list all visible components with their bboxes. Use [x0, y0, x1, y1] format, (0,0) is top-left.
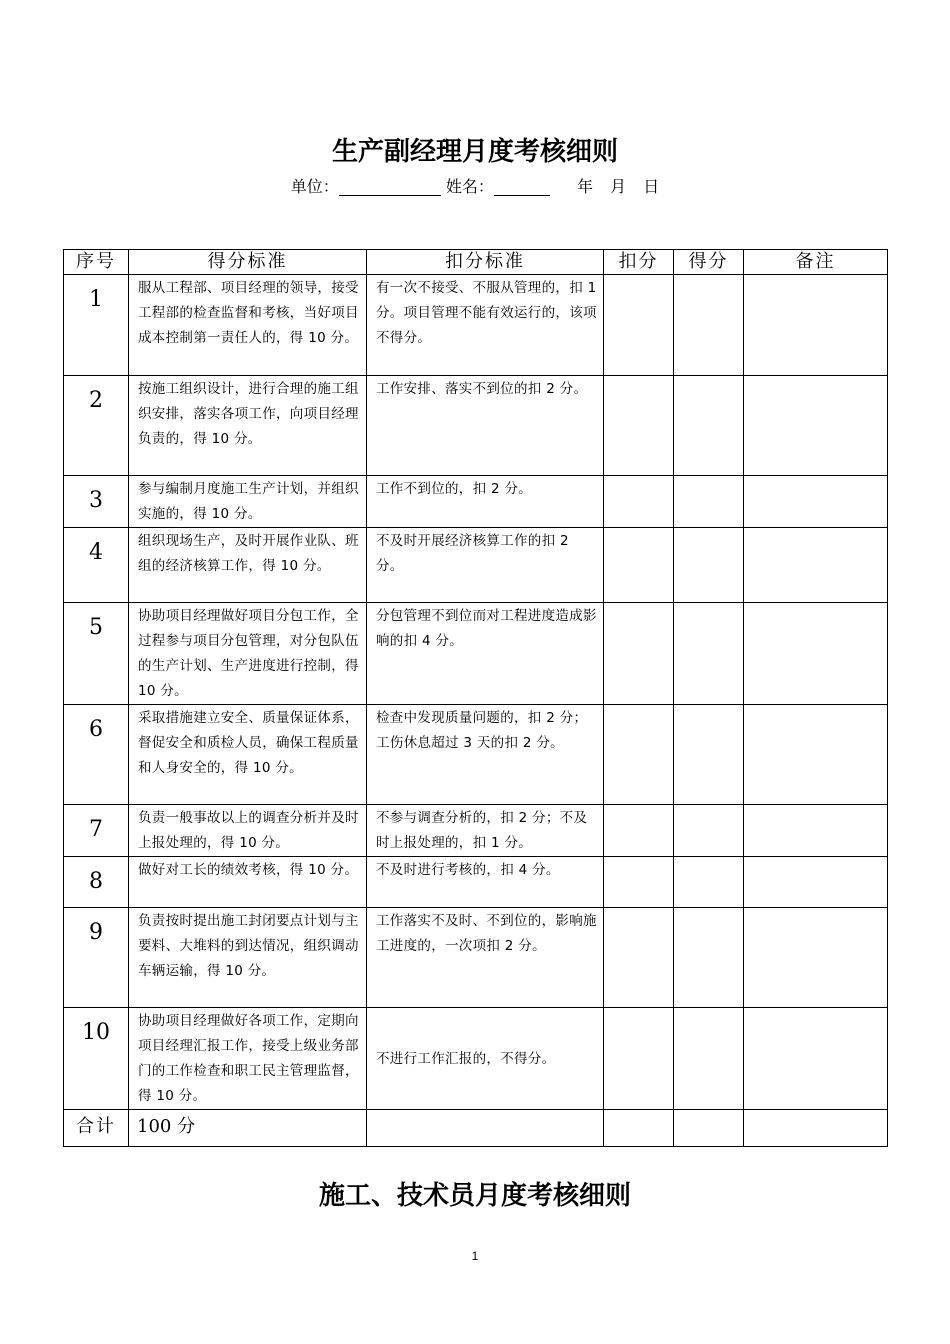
deduct-cell[interactable]: [604, 275, 674, 376]
score-cell[interactable]: [674, 528, 744, 603]
total-deduct-standard-cell[interactable]: [367, 1110, 604, 1147]
deduct-standard-cell: 有一次不接受、不服从管理的，扣 1 分。项目管理不能有效运行的，该项不得分。: [367, 275, 604, 376]
deduct-standard-cell: 不参与调查分析的，扣 2 分；不及时上报处理的，扣 1 分。: [367, 805, 604, 857]
total-deduct-cell[interactable]: [604, 1110, 674, 1147]
deduct-cell[interactable]: [604, 603, 674, 705]
row-number: 9: [64, 908, 129, 1008]
deduct-standard-cell: 检查中发现质量问题的，扣 2 分；工伤休息超过 3 天的扣 2 分。: [367, 705, 604, 805]
header-score-standard: 得分标准: [129, 250, 367, 275]
total-row: [64, 1110, 888, 1147]
year-label: 年: [576, 177, 593, 196]
score-cell[interactable]: [674, 603, 744, 705]
next-section-title: 施工、技术员月度考核细则: [318, 1181, 631, 1211]
page-title: 生产副经理月度考核细则: [331, 137, 618, 167]
score-standard-cell: 组织现场生产，及时开展作业队、班组的经济核算工作，得 10 分。: [129, 528, 367, 603]
name-label: 姓名：: [445, 177, 494, 196]
total-score-cell[interactable]: [674, 1110, 744, 1147]
row-number: 10: [64, 1008, 129, 1110]
score-cell[interactable]: [674, 857, 744, 908]
header-deduct: 扣分: [604, 250, 674, 275]
score-standard-cell: 采取措施建立安全、质量保证体系，督促安全和质检人员，确保工程质量和人身安全的，得 10 分。: [129, 705, 367, 805]
remark-cell[interactable]: [744, 528, 888, 603]
table-row: [64, 857, 888, 908]
score-standard-cell: 负责一般事故以上的调查分析并及时上报处理的，得 10 分。: [129, 805, 367, 857]
score-cell[interactable]: [674, 1008, 744, 1110]
score-standard-cell: 协助项目经理做好项目分包工作，全过程参与项目分包管理，对分包队伍的生产计划、生产进度进行控制，得 10 分。: [129, 603, 367, 705]
remark-cell[interactable]: [744, 1008, 888, 1110]
deduct-standard-cell: 不及时开展经济核算工作的扣 2 分。: [367, 528, 604, 603]
score-cell[interactable]: [674, 376, 744, 476]
deduct-standard-cell: 不进行工作汇报的，不得分。: [367, 1008, 604, 1110]
header-score: 得分: [674, 250, 744, 275]
row-number: 5: [64, 603, 129, 705]
deduct-standard-cell: 工作不到位的，扣 2 分。: [367, 476, 604, 528]
remark-cell[interactable]: [744, 908, 888, 1008]
total-remark-cell[interactable]: [744, 1110, 888, 1147]
score-cell[interactable]: [674, 908, 744, 1008]
score-standard-cell: 服从工程部、项目经理的领导，接受工程部的检查监督和考核，当好项目成本控制第一责任人的，得 10 分。: [129, 275, 367, 376]
score-standard-cell: 参与编制月度施工生产计划，并组织实施的，得 10 分。: [129, 476, 367, 528]
row-number: 3: [64, 476, 129, 528]
deduct-standard-cell: 分包管理不到位而对工程进度造成影响的扣 4 分。: [367, 603, 604, 705]
page-number: 1: [471, 1249, 479, 1263]
remark-cell[interactable]: [744, 376, 888, 476]
row-number: 1: [64, 275, 129, 376]
table-header-row: [64, 250, 888, 275]
table-row: [64, 476, 888, 528]
form-meta-line: [0, 174, 950, 197]
score-standard-cell: 按施工组织设计，进行合理的施工组织安排，落实各项工作，向项目经理负责的，得 10 分。: [129, 376, 367, 476]
score-cell[interactable]: [674, 805, 744, 857]
remark-cell[interactable]: [744, 275, 888, 376]
table-row: [64, 908, 888, 1008]
table-row: [64, 805, 888, 857]
remark-cell[interactable]: [744, 603, 888, 705]
deduct-cell[interactable]: [604, 376, 674, 476]
remark-cell[interactable]: [744, 857, 888, 908]
deduct-standard-cell: 工作落实不及时、不到位的，影响施工进度的，一次项扣 2 分。: [367, 908, 604, 1008]
remark-cell[interactable]: [744, 476, 888, 528]
row-number: 7: [64, 805, 129, 857]
date-fields: [577, 177, 659, 196]
total-value: 100 分: [129, 1110, 367, 1147]
header-deduct-standard: 扣分标准: [367, 250, 604, 275]
table-row: [64, 376, 888, 476]
header-remark: 备注: [744, 250, 888, 275]
deduct-standard-cell: 不及时进行考核的，扣 4 分。: [367, 857, 604, 908]
remark-cell[interactable]: [744, 805, 888, 857]
table-row: [64, 603, 888, 705]
deduct-cell[interactable]: [604, 857, 674, 908]
month-label: 月: [610, 177, 627, 196]
table-row: [64, 705, 888, 805]
score-standard-cell: 协助项目经理做好各项工作，定期向项目经理汇报工作，接受上级业务部门的工作检查和职工民主管理监督，得 10 分。: [129, 1008, 367, 1110]
assessment-table: [63, 249, 888, 1147]
row-number: 4: [64, 528, 129, 603]
total-label: 合计: [64, 1110, 129, 1147]
deduct-cell[interactable]: [604, 908, 674, 1008]
score-cell[interactable]: [674, 705, 744, 805]
score-cell[interactable]: [674, 476, 744, 528]
deduct-cell[interactable]: [604, 476, 674, 528]
deduct-standard-cell: 工作安排、落实不到位的扣 2 分。: [367, 376, 604, 476]
day-label: 日: [643, 177, 660, 196]
table-row: [64, 275, 888, 376]
table-row: [64, 1008, 888, 1110]
row-number: 8: [64, 857, 129, 908]
score-cell[interactable]: [674, 275, 744, 376]
unit-field[interactable]: [339, 179, 441, 196]
row-number: 6: [64, 705, 129, 805]
deduct-cell[interactable]: [604, 705, 674, 805]
unit-label: 单位：: [290, 177, 339, 196]
deduct-cell[interactable]: [604, 1008, 674, 1110]
remark-cell[interactable]: [744, 705, 888, 805]
table-row: [64, 528, 888, 603]
name-field[interactable]: [494, 179, 550, 196]
row-number: 2: [64, 376, 129, 476]
score-standard-cell: 做好对工长的绩效考核，得 10 分。: [129, 857, 367, 908]
score-standard-cell: 负责按时提出施工封闭要点计划与主要料、大堆料的到达情况，组织调动车辆运输，得 10 分。: [129, 908, 367, 1008]
deduct-cell[interactable]: [604, 805, 674, 857]
header-no: 序号: [64, 250, 129, 275]
deduct-cell[interactable]: [604, 528, 674, 603]
